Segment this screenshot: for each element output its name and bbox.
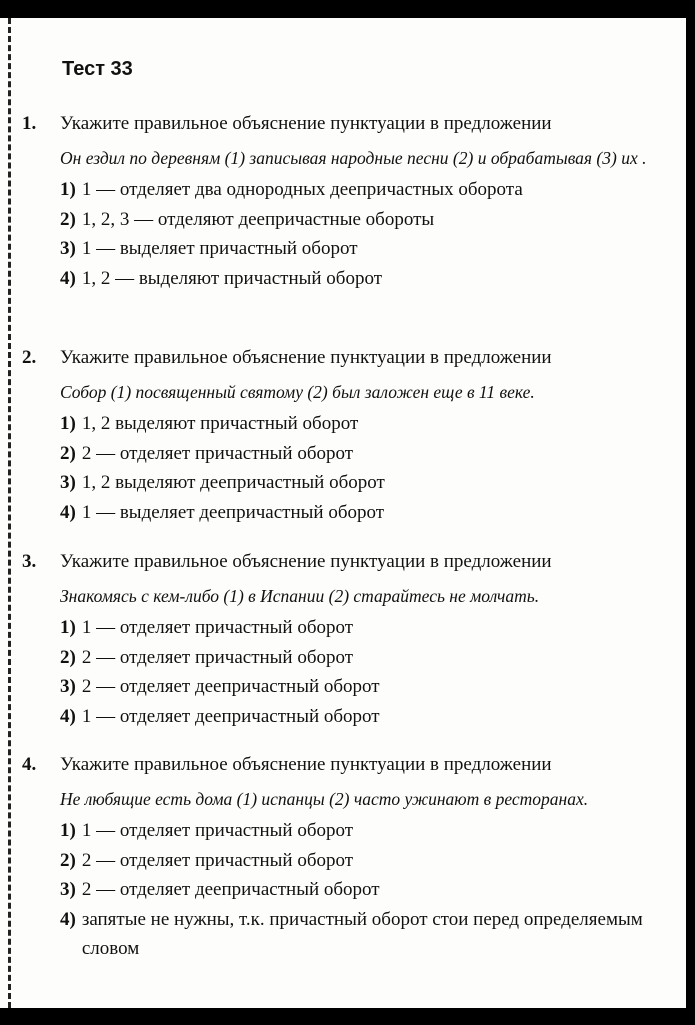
option-text: 1 — отделяет причастный оборот <box>81 617 354 638</box>
page-edge-shadow <box>686 18 695 1008</box>
option-key: 4) <box>60 705 76 727</box>
option-key: 1) <box>60 617 76 638</box>
option-key: 2) <box>60 849 76 871</box>
answer-option[interactable] <box>60 264 682 294</box>
option-text: 1, 2 выделяют деепричастный оборот <box>81 472 385 493</box>
option-text: 1, 2 — выделяют причастный оборот <box>81 267 383 289</box>
question-header <box>22 346 682 370</box>
option-text: 2 — отделяет причастный оборот <box>81 849 354 871</box>
answer-option[interactable] <box>60 672 682 702</box>
page-title: Тест 33 <box>62 58 133 80</box>
question-prompt: Укажите правильное объяснение пунктуации в предложении <box>60 113 552 134</box>
question-3 <box>22 550 682 731</box>
answer-options <box>22 409 682 527</box>
option-key: 1) <box>60 179 76 200</box>
option-text: запятые не нужны, т.к. причастный оборот стои перед определяемым словом <box>81 908 643 959</box>
answer-option[interactable] <box>60 409 682 439</box>
option-text: 1 — выделяет деепричастный оборот <box>81 501 385 523</box>
option-text: 1 — отделяет причастный оборот <box>81 820 354 841</box>
question-header <box>22 112 682 136</box>
option-key: 2) <box>60 208 76 230</box>
question-prompt: Укажите правильное объяснение пунктуации в предложении <box>60 551 552 572</box>
question-number: 4. <box>22 754 37 775</box>
option-text: 2 — отделяет деепричастный оборот <box>81 879 380 900</box>
question-sentence: Собор (1) посвященный святому (2) был заложен еще в 11 веке. <box>60 382 535 402</box>
option-key: 3) <box>60 472 76 493</box>
option-text: 1 — выделяет причастный оборот <box>81 238 358 259</box>
option-text: 1, 2 выделяют причастный оборот <box>81 413 359 434</box>
option-text: 1 — отделяет деепричастный оборот <box>81 705 380 727</box>
option-key: 1) <box>60 413 76 434</box>
option-key: 3) <box>60 879 76 900</box>
option-key: 4) <box>60 267 76 289</box>
option-key: 2) <box>60 646 76 668</box>
answer-option[interactable] <box>60 875 682 905</box>
answer-options <box>22 816 682 964</box>
option-key: 3) <box>60 238 76 259</box>
answer-option[interactable] <box>60 234 682 264</box>
question-1 <box>22 112 682 293</box>
question-number: 1. <box>22 113 37 134</box>
question-prompt: Укажите правильное объяснение пунктуации в предложении <box>60 754 552 775</box>
answer-options <box>22 175 682 293</box>
answer-option[interactable] <box>60 905 682 964</box>
option-text: 2 — отделяет причастный оборот <box>81 646 354 668</box>
option-key: 4) <box>60 908 76 930</box>
question-sentence: Не любящие есть дома (1) испанцы (2) часто ужинают в ресторанах. <box>60 789 589 809</box>
question-header <box>22 550 682 574</box>
option-key: 2) <box>60 442 76 464</box>
answer-option[interactable] <box>60 205 682 235</box>
answer-option[interactable] <box>60 613 682 643</box>
question-header <box>22 753 682 777</box>
answer-option[interactable] <box>60 816 682 846</box>
option-text: 1 — отделяет два однородных деепричастных оборота <box>81 179 523 200</box>
option-key: 3) <box>60 676 76 697</box>
question-sentence: Он ездил по деревням (1) записывая народные песни (2) и обрабатывая (3) их . <box>60 148 647 168</box>
option-key: 4) <box>60 501 76 523</box>
option-key: 1) <box>60 820 76 841</box>
answer-option[interactable] <box>60 498 682 528</box>
question-2 <box>22 346 682 527</box>
answer-option[interactable] <box>60 439 682 469</box>
answer-option[interactable] <box>60 643 682 673</box>
question-sentence: Знакомясь с кем-либо (1) в Испании (2) старайтесь не молчать. <box>60 586 540 606</box>
question-4 <box>22 753 682 964</box>
option-text: 1, 2, 3 — отделяют деепричастные обороты <box>81 208 435 230</box>
question-prompt: Укажите правильное объяснение пунктуации в предложении <box>60 347 552 368</box>
option-text: 2 — отделяет деепричастный оборот <box>81 676 380 697</box>
answer-option[interactable] <box>60 702 682 732</box>
question-number: 3. <box>22 551 37 572</box>
option-text: 2 — отделяет причастный оборот <box>81 442 354 464</box>
question-number: 2. <box>22 347 37 368</box>
answer-options <box>22 613 682 731</box>
answer-option[interactable] <box>60 468 682 498</box>
answer-option[interactable] <box>60 175 682 205</box>
answer-option[interactable] <box>60 846 682 876</box>
test-page <box>0 18 686 1008</box>
